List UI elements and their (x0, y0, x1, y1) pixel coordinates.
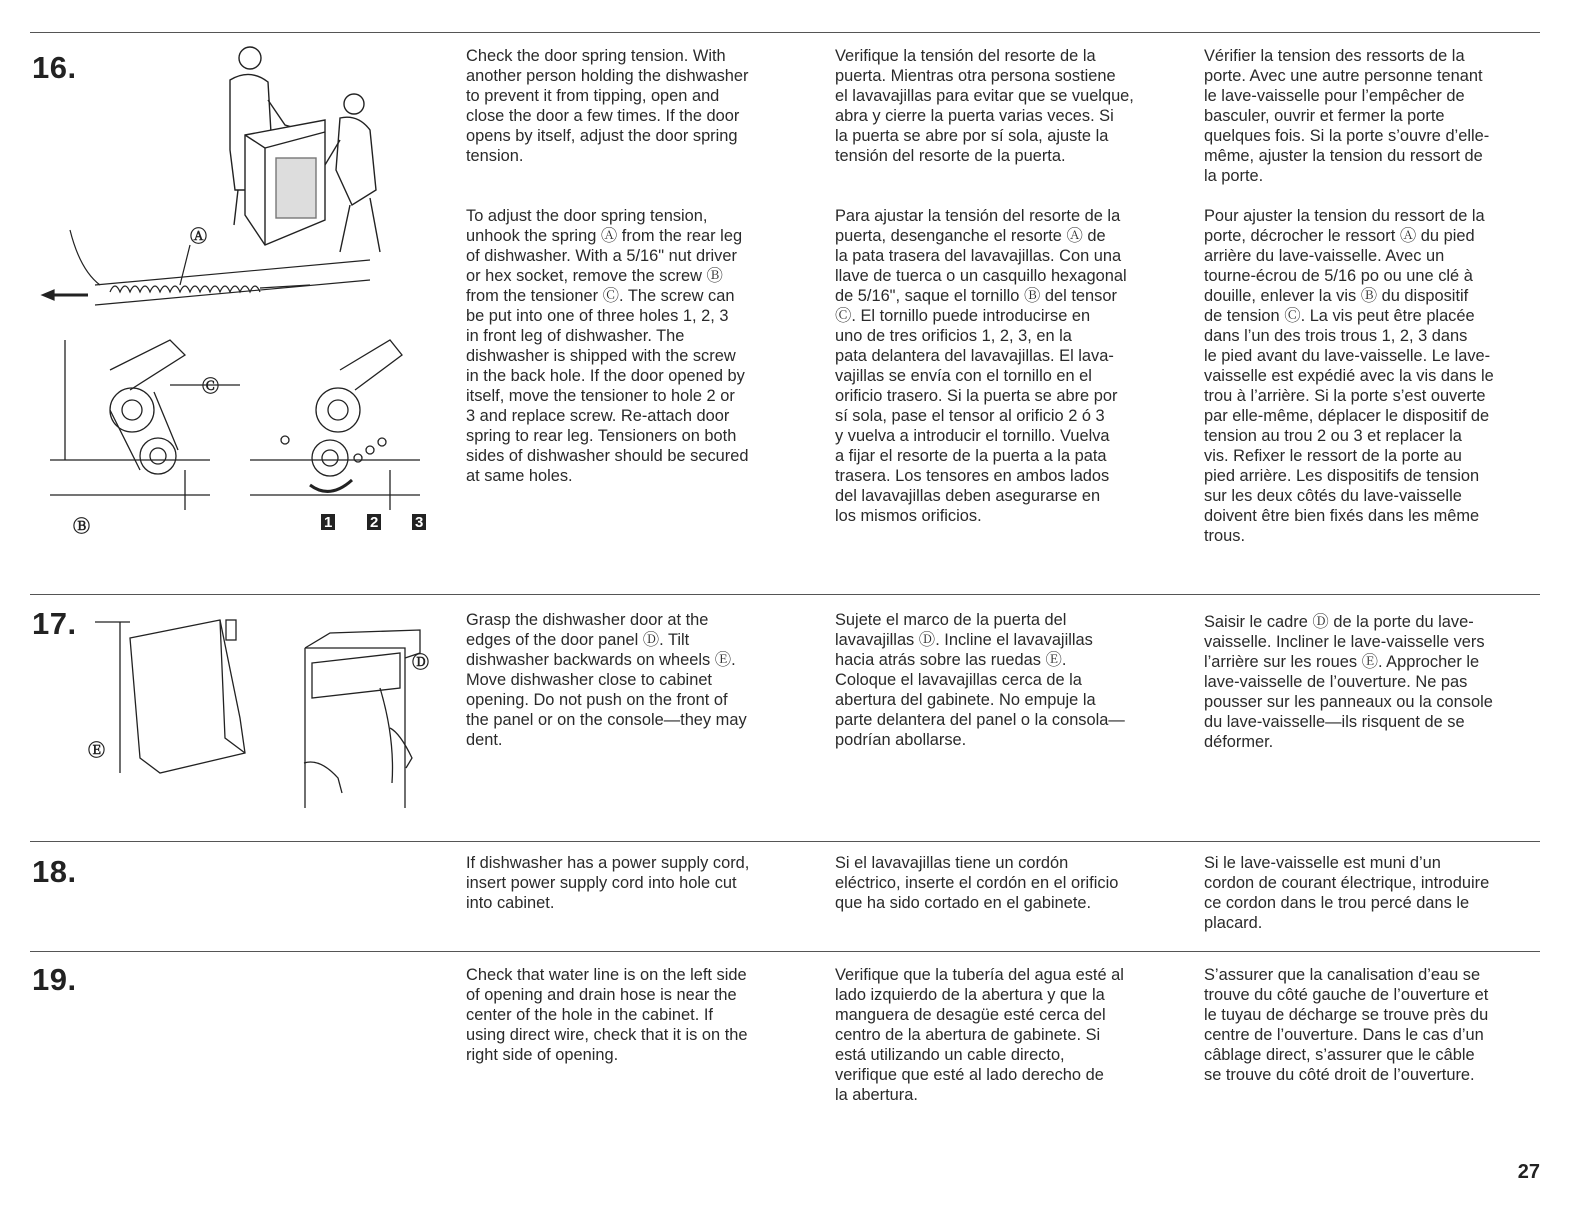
divider-18 (30, 841, 1540, 842)
tensioner-right-drawing (250, 340, 420, 510)
people-holding-dishwasher-drawing (230, 47, 380, 252)
divider-19 (30, 951, 1540, 952)
hole-labels (321, 514, 426, 531)
step-19-text-en: Check that water line is on the left side of opening and drain hose is near the center of the hole in the cabinet. If using direct wire, check that it is on the right side of opening. (466, 966, 748, 1064)
step-18-text-es: Si el lavavajillas tiene un cordón eléctrico, inserte el cordón en el orificio que ha sido cortado en el gabinete. (835, 854, 1119, 912)
hole-label-3: 3 (415, 514, 424, 531)
divider-top (30, 32, 1540, 33)
dishwasher-front-drawing (304, 630, 420, 808)
step-16-text-fr-1: Vérifier la tension des ressorts de la porte. Avec une autre personne tenant le lave-vaisselle pour l’empêcher de basculer, ouvrir et fermer la porte quelques fois. Si la porte s’ouvre d’elle- même, ajuster la tension du ressort de la porte. (1204, 47, 1490, 185)
step-16-number: 16. (32, 50, 77, 85)
step-19-number: 19. (32, 962, 77, 997)
step-16-text-es-1: Verifique la tensión del resorte de la puerta. Mientras otra persona sostiene el lavavajillas para evitar que se vuelque, abra y cierre la puerta varias veces. Si la puerta se abre por sí sola, ajuste la tensión del resorte de la puerta. (835, 47, 1134, 165)
step-18-text-fr: Si le lave-vaisselle est muni d’un cordon de courant électrique, introduire ce cordon dans le trou percé dans le placard. (1204, 854, 1490, 932)
step-17-text-fr: Saisir le cadre Ⓓ de la porte du lave- vaisselle. Incliner le lave-vaisselle vers l’arrière sur les roues Ⓔ. Approcher le lave-vaisselle de l’ouverture. Ne pas pousser sur les panneaux ou la console du lave-vaisselle—ils risquent de se déformer. (1204, 613, 1493, 751)
tensioner-left-drawing (50, 340, 240, 510)
step-18-text-en: If dishwasher has a power supply cord, insert power supply cord into hole cut into cabinet. (466, 854, 750, 912)
step-19-text-es: Verifique que la tubería del agua esté al lado izquierdo de la abertura y que la manguera de desagüe esté cerca del centro de la abertura de gabinete. Si está utilizando un cable directo, verifique que esté al lado derecho de la abertura. (835, 966, 1124, 1104)
hole-label-1: 1 (324, 514, 333, 531)
step-16-text-en-2: To adjust the door spring tension, unhook the spring Ⓐ from the rear leg of dishwasher. With a 5/16" nut driver or hex socket, remove the screw Ⓑ from the tensioner Ⓒ. The screw can be put into one of three holes 1, 2, 3 in front leg of dishwasher. The dishwasher is shipped with the screw in the back hole. If the door opened by itself, move the tensioner to hole 2 or 3 and replace screw. Re-attach door spring to rear leg. Tensioners on both sides of dishwasher should be secured at same holes. (466, 207, 749, 485)
step-17-number: 17. (32, 606, 77, 641)
step-16-text-es-2: Para ajustar la tensión del resorte de la puerta, desenganche el resorte Ⓐ de la pata trasera del lavavajillas. Con una llave de tuerca o un casquillo hexagonal de 5/16", saque el tornillo Ⓑ del tensor Ⓒ. El tornillo puede introducirse en uno de tres orificios 1, 2, 3, en la pata delantera del lavavajillas. El lava- vajillas se envía con el tornillo en el orificio trasero. Si la puerta se abre por sí sola, pase el tensor al orificio 2 ó 3 y vuelva a introducir el tornillo. Vuelva a fijar el resorte de la puerta a la pata trasera. Los tensores en ambos lados del lavavajillas deben asegurarse en los mismos orificios. (835, 207, 1127, 525)
label-door-panel-d: Ⓓ (412, 653, 429, 672)
tilted-dishwasher-drawing (95, 620, 245, 773)
step-19-text-fr: S’assurer que la canalisation d’eau se trouve du côté gauche de l’ouverture et le tuyau de décharge se trouve près du centre de l’ouverture. Dans le cas d’un câblage direct, s’assurer que le câble se trouve du côté droit de l’ouverture. (1204, 966, 1489, 1084)
step-16-text-en-1: Check the door spring tension. With another person holding the dishwasher to prevent it from tipping, open and close the door a few times. If the door opens by itself, adjust the door spring tension. (466, 47, 749, 165)
page-number: 27 (1517, 1161, 1540, 1183)
step-17-illustration (40, 608, 440, 808)
step-16-illustration (40, 40, 440, 550)
hole-label-2: 2 (370, 514, 379, 531)
label-wheels-e: Ⓔ (88, 741, 105, 760)
label-spring-a: Ⓐ (190, 227, 207, 246)
step-16-text-fr-2: Pour ajuster la tension du ressort de la porte, décrocher le ressort Ⓐ du pied arrière du lave-vaisselle. Avec un tourne-écrou de 5/16 po ou une clé à douille, enlever la vis Ⓑ du dispositif de tension Ⓒ. La vis peut être placée dans l’un des trois trous 1, 2, 3 dans le pied avant du lave-vaisselle. Le lave- vaisselle est expédié avec la vis dans le trou à l’arrière. Si la porte s’est ouverte par elle-même, déplacer le dispositif de tension au trou 2 ou 3 et replacer la vis. Refixer le ressort de la porte au pied arrière. Les dispositifs de tension sur les deux côtés du lave-vaisselle doivent être bien fixés dans les même trous. (1204, 207, 1494, 545)
label-tensioner-c: Ⓒ (202, 377, 219, 396)
step-18-number: 18. (32, 854, 77, 889)
step-17-text-en: Grasp the dishwasher door at the edges of the door panel Ⓓ. Tilt dishwasher backwards on wheels Ⓔ. Move dishwasher close to cabinet opening. Do not push on the front of the panel or on the console—they may dent. (466, 611, 747, 749)
divider-17 (30, 594, 1540, 595)
step-17-text-es: Sujete el marco de la puerta del lavavajillas Ⓓ. Incline el lavavajillas hacia atrás sobre las ruedas Ⓔ. Coloque el lavavajillas cerca de la abertura del gabinete. No empuje la parte delantera del panel o la consola— podrían abollarse. (835, 611, 1125, 749)
label-screw-b: Ⓑ (73, 517, 90, 536)
